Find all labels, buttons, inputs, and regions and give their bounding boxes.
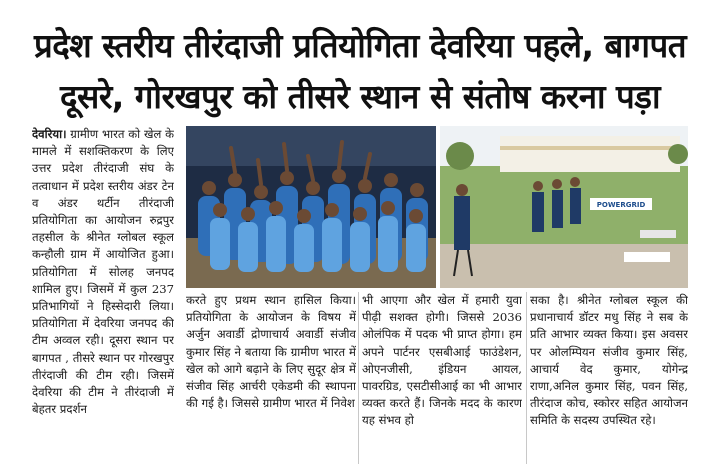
column-divider <box>358 292 359 464</box>
headline-line-2: दूसरे, गोरखपुर को तीसरे स्थान से संतोष करना पड़ा <box>59 77 660 116</box>
article-column-1 <box>32 126 174 468</box>
column-divider <box>526 292 527 464</box>
children-group-photo <box>186 126 436 288</box>
banner-text: POWERGRID <box>596 201 646 209</box>
archery-range-icon <box>440 126 688 288</box>
article-column-2: करते हुए प्रथम स्थान हासिल किया। प्रतियोगिता के आयोजन के विषय में अर्जुन अवार्डी द्रोणाचार्य अवार्डी संजीव कुमार सिंह ने बताया कि ग्रामीण भारत में खेल को आगे बढ़ाने के लिए सुदूर क्षेत्र में संजीव सिंह आर्चरी एकेडमी की स्थापना की गई है। जिससे ग्रामीण भारत में निवेश <box>186 293 356 411</box>
article-text-1: ग्रामीण भारत को खेल के मामले में सशक्तिकरण के लिए उत्तर प्रदेश तीरंदाजी संघ के तत्वाधान में प्रदेश स्तरीय अंडर टेन व अंडर थर्टीन तीरंदाजी प्रतियोगिता का आयोजन रुद्रपुर तहसील के श्रीनेत ग्लोबल स्कूल कन्हौली ग्राम में आयोजित हुआ। प्रतियोगिता में सोलह जनपद शामिल हुए। जिसमें में कुल 237 प्रतिभागियों ने हिस्सेदारी लिया। प्रतियोगिता में देवरिया जनपद की टीम अव्वल रही। दूसरा स्थान पर बागपत , तीसरे स्थान पर गोरखपुर तीरंदाजी की टीम रही। जिसमें देवरिया की टीम ने तीरंदाजी में बेहतर प्रदर्शन <box>32 127 174 417</box>
dateline: देवरिया। <box>32 127 67 141</box>
headline-line-1: प्रदेश स्तरीय तीरंदाजी प्रतियोगिता देवरिया पहले, बागपत <box>33 26 687 65</box>
article-column-4: सका है। श्रीनेत ग्लोबल स्कूल की प्रधानाचार्य डॉटर मधु सिंह ने सब के प्रति आभार व्यक्त किया। इस अवसर पर ओलम्पियन संजीव कुमार सिंह, आचार्य वेद कुमार, योगेन्द्र राणा,अनिल कुमार सिंह, पवन सिंह, तीरंदाज कोच, स्कोरर सहित आयोजन समिति के सदस्य उपस्थित रहे। <box>530 293 688 428</box>
children-cheering-icon <box>186 126 436 288</box>
article-column-3: भी आएगा और खेल में हमारी युवा पीढ़ी सशक्त होगी। जिससे 2036 ओलंपिक में पदक भी प्राप्त होगा। हम अपने पार्टनर एसबीआई फाउंडेशन, ओएनजीसी, इंडियन आयल, पावरग्रिड, एसटीसीआई का भी आभार व्यक्त करते हैं। जिनके मदद के कारण यह संभव हो <box>362 293 522 428</box>
archery-range-photo <box>440 126 688 288</box>
